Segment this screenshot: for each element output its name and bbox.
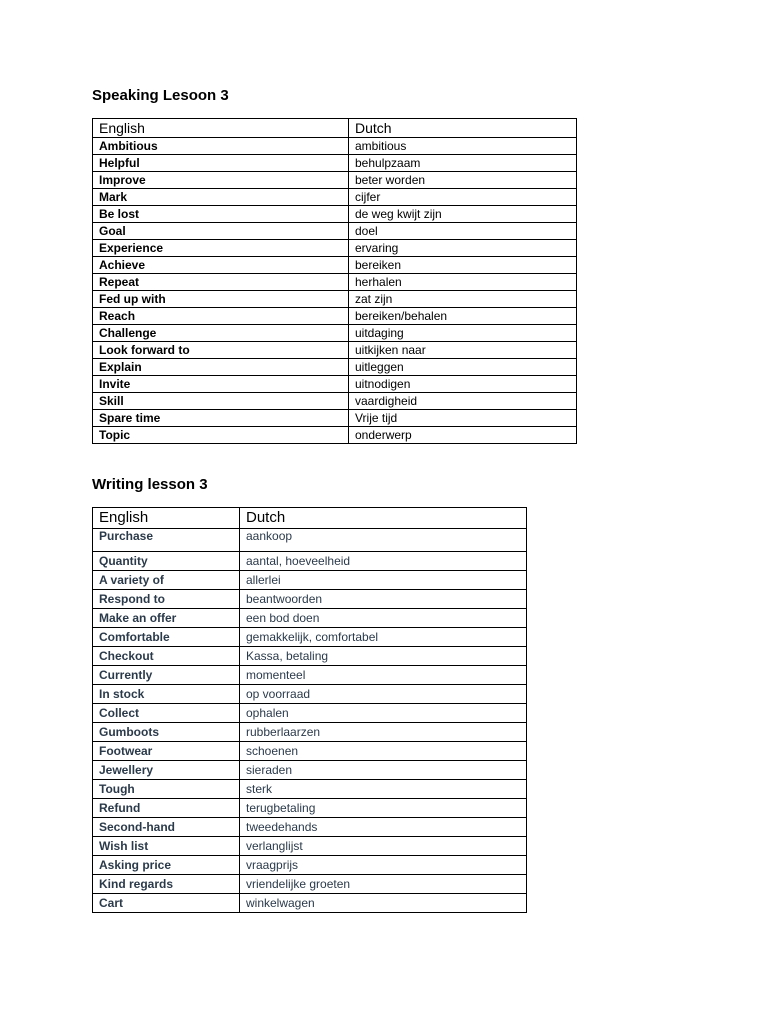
table-row xyxy=(93,628,527,647)
english-term: Quantity xyxy=(93,552,240,571)
dutch-translation: zat zijn xyxy=(349,291,577,308)
english-term: Reach xyxy=(93,308,349,325)
english-term: Invite xyxy=(93,376,349,393)
dutch-translation: vaardigheid xyxy=(349,393,577,410)
table-row xyxy=(93,427,577,444)
dutch-translation: uitkijken naar xyxy=(349,342,577,359)
table-row xyxy=(93,257,577,274)
dutch-translation: beantwoorden xyxy=(240,590,527,609)
english-term: Make an offer xyxy=(93,609,240,628)
dutch-translation: vraagprijs xyxy=(240,856,527,875)
english-term: Achieve xyxy=(93,257,349,274)
table-row xyxy=(93,704,527,723)
dutch-translation: aantal, hoeveelheid xyxy=(240,552,527,571)
table-row xyxy=(93,138,577,155)
table-row xyxy=(93,761,527,780)
table-row xyxy=(93,837,527,856)
table-row xyxy=(93,552,527,571)
english-term: Refund xyxy=(93,799,240,818)
dutch-translation: Vrije tijd xyxy=(349,410,577,427)
table-row xyxy=(93,359,577,376)
english-term: Gumboots xyxy=(93,723,240,742)
dutch-translation: behulpzaam xyxy=(349,155,577,172)
english-term: A variety of xyxy=(93,571,240,590)
speaking-title: Speaking Lesoon 3 xyxy=(92,87,229,104)
dutch-translation: uitdaging xyxy=(349,325,577,342)
english-term: Checkout xyxy=(93,647,240,666)
english-term: Purchase xyxy=(93,529,240,552)
english-term: Goal xyxy=(93,223,349,240)
dutch-translation: uitleggen xyxy=(349,359,577,376)
dutch-translation: allerlei xyxy=(240,571,527,590)
english-term: Ambitious xyxy=(93,138,349,155)
english-term: Asking price xyxy=(93,856,240,875)
english-term: Second-hand xyxy=(93,818,240,837)
table-row xyxy=(93,342,577,359)
english-term: Wish list xyxy=(93,837,240,856)
dutch-translation: doel xyxy=(349,223,577,240)
table-row xyxy=(93,723,527,742)
dutch-translation: winkelwagen xyxy=(240,894,527,913)
dutch-translation: rubberlaarzen xyxy=(240,723,527,742)
english-term: Experience xyxy=(93,240,349,257)
dutch-translation: aankoop xyxy=(240,529,527,552)
english-term: Repeat xyxy=(93,274,349,291)
english-term: Challenge xyxy=(93,325,349,342)
english-term: Skill xyxy=(93,393,349,410)
table-row xyxy=(93,742,527,761)
dutch-translation: ervaring xyxy=(349,240,577,257)
english-term: Currently xyxy=(93,666,240,685)
table-row xyxy=(93,376,577,393)
dutch-translation: beter worden xyxy=(349,172,577,189)
english-term: Cart xyxy=(93,894,240,913)
dutch-translation: sterk xyxy=(240,780,527,799)
table-row xyxy=(93,685,527,704)
dutch-translation: bereiken xyxy=(349,257,577,274)
dutch-translation: schoenen xyxy=(240,742,527,761)
dutch-translation: op voorraad xyxy=(240,685,527,704)
dutch-translation: verlanglijst xyxy=(240,837,527,856)
table-row xyxy=(93,393,577,410)
table-header-row xyxy=(93,119,577,138)
table-row xyxy=(93,206,577,223)
english-term: Spare time xyxy=(93,410,349,427)
table-row xyxy=(93,308,577,325)
english-term: Collect xyxy=(93,704,240,723)
writing-vocabulary-table xyxy=(92,507,527,913)
table-header-row xyxy=(93,508,527,529)
table-row xyxy=(93,155,577,172)
dutch-translation: momenteel xyxy=(240,666,527,685)
table-row xyxy=(93,666,527,685)
table-row xyxy=(93,223,577,240)
column-header-dutch: Dutch xyxy=(349,119,577,138)
column-header-english: English xyxy=(93,508,240,529)
column-header-english: English xyxy=(93,119,349,138)
english-term: Mark xyxy=(93,189,349,206)
dutch-translation: terugbetaling xyxy=(240,799,527,818)
dutch-translation: sieraden xyxy=(240,761,527,780)
english-term: Explain xyxy=(93,359,349,376)
table-row xyxy=(93,647,527,666)
english-term: Fed up with xyxy=(93,291,349,308)
english-term: Footwear xyxy=(93,742,240,761)
english-term: Look forward to xyxy=(93,342,349,359)
english-term: Kind regards xyxy=(93,875,240,894)
english-term: Helpful xyxy=(93,155,349,172)
english-term: Tough xyxy=(93,780,240,799)
table-row xyxy=(93,240,577,257)
table-row xyxy=(93,189,577,206)
dutch-translation: de weg kwijt zijn xyxy=(349,206,577,223)
writing-title: Writing lesson 3 xyxy=(92,476,208,493)
table-row xyxy=(93,590,527,609)
dutch-translation: herhalen xyxy=(349,274,577,291)
english-term: Topic xyxy=(93,427,349,444)
column-header-dutch: Dutch xyxy=(240,508,527,529)
speaking-vocabulary-table xyxy=(92,118,577,444)
table-row xyxy=(93,325,577,342)
dutch-translation: onderwerp xyxy=(349,427,577,444)
table-row xyxy=(93,609,527,628)
english-term: Be lost xyxy=(93,206,349,223)
dutch-translation: gemakkelijk, comfortabel xyxy=(240,628,527,647)
dutch-translation: ambitious xyxy=(349,138,577,155)
table-row xyxy=(93,799,527,818)
dutch-translation: Kassa, betaling xyxy=(240,647,527,666)
table-row xyxy=(93,410,577,427)
table-row xyxy=(93,894,527,913)
english-term: Comfortable xyxy=(93,628,240,647)
table-row xyxy=(93,780,527,799)
dutch-translation: ophalen xyxy=(240,704,527,723)
table-row xyxy=(93,291,577,308)
dutch-translation: bereiken/behalen xyxy=(349,308,577,325)
english-term: Improve xyxy=(93,172,349,189)
dutch-translation: tweedehands xyxy=(240,818,527,837)
english-term: Respond to xyxy=(93,590,240,609)
table-row xyxy=(93,875,527,894)
dutch-translation: vriendelijke groeten xyxy=(240,875,527,894)
table-row xyxy=(93,274,577,291)
dutch-translation: cijfer xyxy=(349,189,577,206)
table-row xyxy=(93,818,527,837)
table-row xyxy=(93,529,527,552)
table-row xyxy=(93,856,527,875)
dutch-translation: uitnodigen xyxy=(349,376,577,393)
english-term: In stock xyxy=(93,685,240,704)
table-row xyxy=(93,172,577,189)
dutch-translation: een bod doen xyxy=(240,609,527,628)
english-term: Jewellery xyxy=(93,761,240,780)
table-row xyxy=(93,571,527,590)
